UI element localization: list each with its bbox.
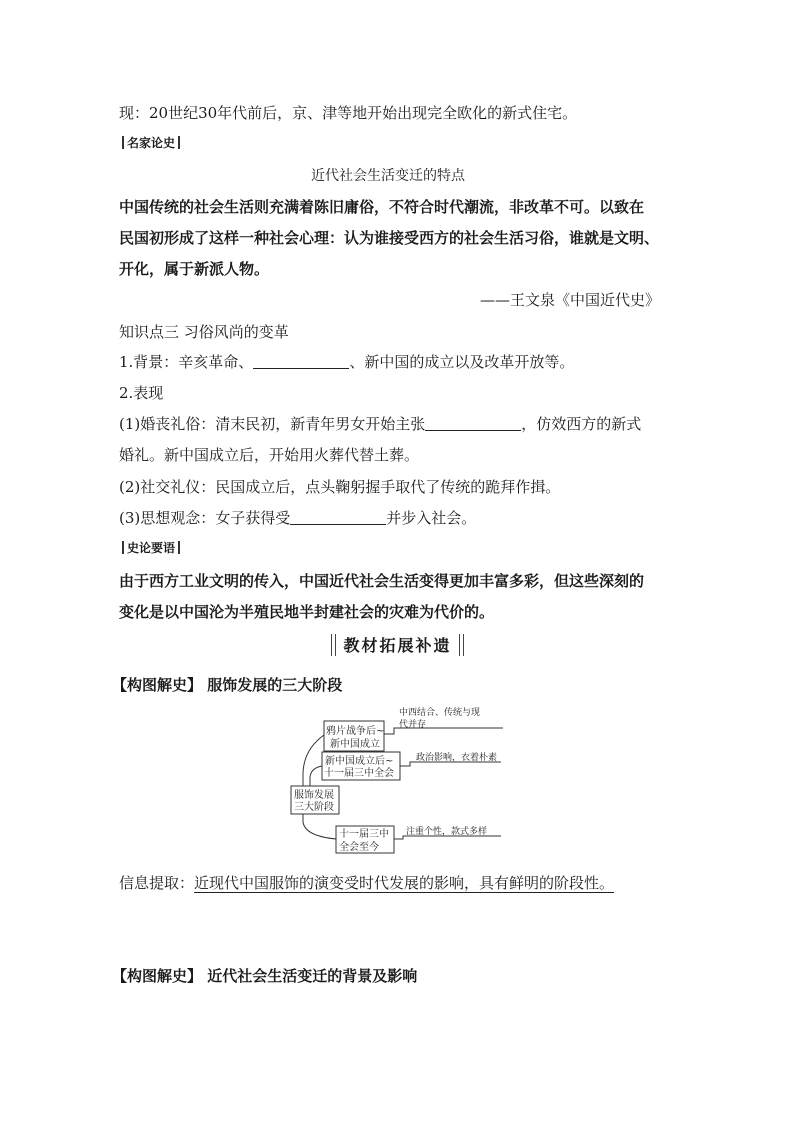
info-label: 信息提取： [119, 874, 195, 892]
essay-paragraph-line: 中国传统的社会生活则充满着陈旧庸俗，不符合时代潮流，非改革不可。以致在 [119, 198, 645, 216]
diagram-label: 鸦片战争后~ [326, 726, 385, 737]
graphic-heading-title: 近代社会生活变迁的背景及影响 [207, 967, 418, 985]
section-banner-label: 教材拓展补遗 [343, 636, 452, 655]
diagram-label: 全会至今 [339, 842, 379, 853]
diagram-label: 服饰发展 [294, 790, 334, 801]
info-line [119, 873, 614, 893]
essay-title: 近代社会生活变迁的特点 [311, 168, 465, 184]
text-line: (2)社交礼仪：民国成立后，点头鞠躬握手取代了传统的跪拜作揖。 [119, 478, 561, 496]
diagram-label: 新中国成立 [330, 739, 380, 750]
wedding-text: ，仿效西方的新式 [521, 415, 642, 433]
thought-label: (3)思想观念：女子获得受 [119, 509, 291, 527]
conclusion-line: 变化是以中国沦为半殖民地半封建社会的灾难为代价的。 [119, 603, 495, 621]
connector-line [303, 735, 324, 786]
diagram-label: 三大阶段 [294, 802, 334, 813]
section-tag-label: 史论要语 [127, 541, 176, 555]
essay-paragraph-line: 民国初形成了这样一种社会心理：认为谁接受西方的社会生活习俗，谁就是文明、 [119, 229, 660, 247]
conclusion-line: 由于西方工业文明的传入，中国近代社会生活变得更加丰富多彩，但这些深刻的 [119, 572, 645, 590]
diagram-label: 新中国成立后~ [325, 756, 394, 767]
graphic-heading-tag: 【构图解史】 [112, 676, 203, 694]
background-label: 1.背景：辛亥革命、 [119, 353, 254, 371]
background-text: 、新中国的成立以及改革开放等。 [349, 353, 575, 371]
diagram-note: 注重个性，款式多样 [406, 827, 488, 837]
text-line: 婚礼。新中国成立后，开始用火葬代替土葬。 [119, 446, 420, 464]
connector-line [303, 814, 336, 839]
diagram-note: 代并存 [399, 720, 427, 730]
graphic-heading [112, 966, 417, 986]
diagram-note: 政治影响，衣着朴素 [416, 753, 498, 763]
citation: ——王文泉《中国近代史》 [480, 291, 661, 309]
thought-text: 并步入社会。 [386, 509, 477, 527]
section-tag-label: 名家论史 [127, 136, 176, 150]
essay-paragraph-line: 开化，属于新派人物。 [119, 260, 270, 278]
knowledge-point-heading: 知识点三 习俗风尚的变革 [119, 323, 289, 341]
diagram-label: 十一届三中全会 [324, 768, 394, 779]
graphic-heading-title: 服饰发展的三大阶段 [207, 676, 343, 694]
connector-line [310, 766, 322, 786]
info-text: 近现代中国服饰的演变受时代发展的影响，具有鲜明的阶段性。 [194, 874, 615, 892]
diagram-note: 中西结合、传统与现 [399, 708, 481, 718]
diagram-label: 十一届三中 [339, 829, 389, 840]
text-line: 2.表现 [119, 384, 164, 402]
graphic-heading-tag: 【构图解史】 [112, 967, 203, 985]
wedding-label: (1)婚丧礼俗：清末民初，新青年男女开始主张 [119, 415, 426, 433]
text-line: 现：20世纪30年代前后，京、津等地开始出现完全欧化的新式住宅。 [119, 104, 578, 122]
